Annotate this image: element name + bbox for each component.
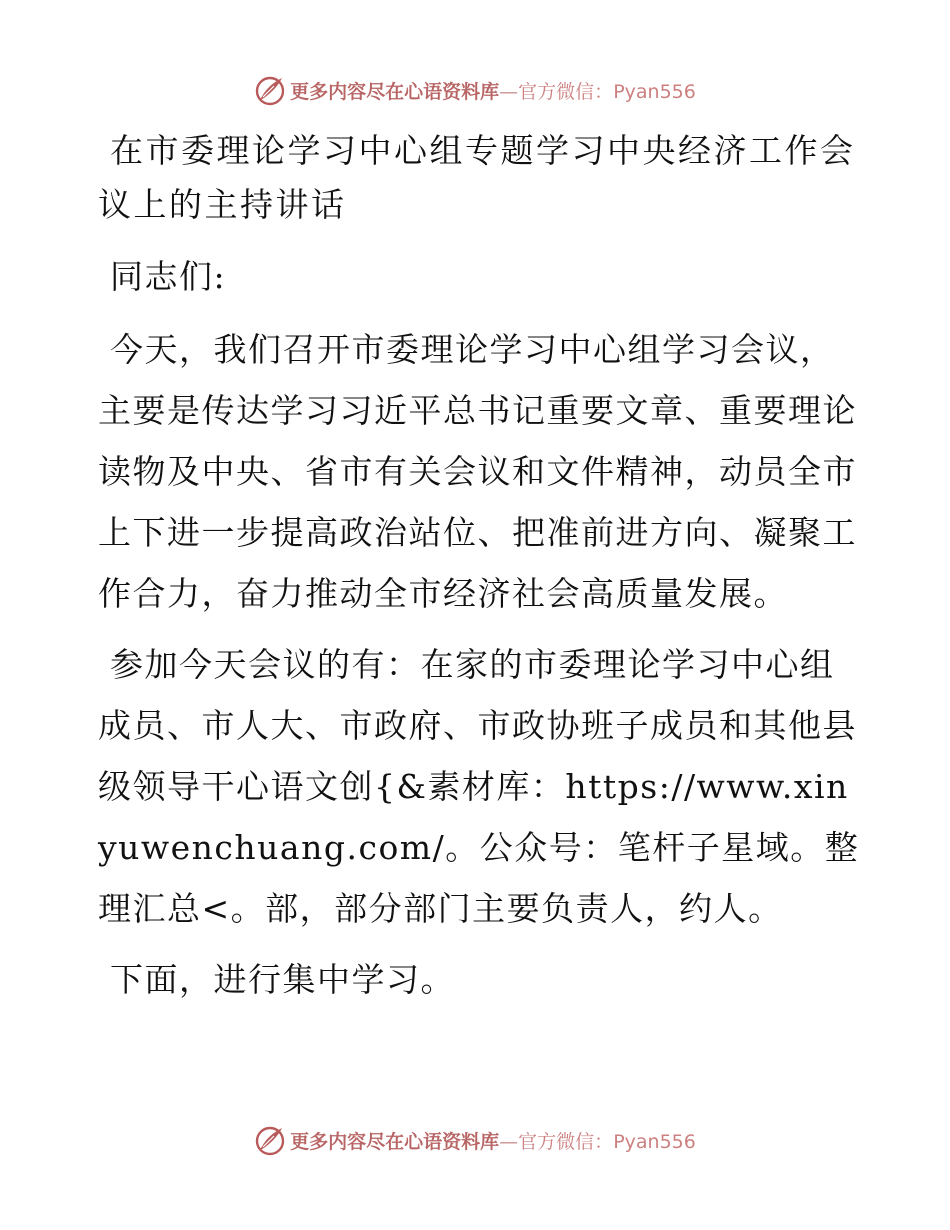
document-title: 在市委理论学习中心组专题学习中央经济工作会议上的主持讲话 [98, 131, 856, 224]
banner-text [290, 77, 696, 104]
header-banner [0, 70, 950, 110]
feather-quill-logo-icon [254, 1124, 286, 1156]
feather-quill-logo-icon [254, 74, 286, 106]
document-body [98, 120, 868, 1020]
banner-wechat-id: Pyan556 [613, 80, 696, 103]
footer-banner [0, 1120, 950, 1160]
banner-separator: — [499, 80, 519, 103]
paragraph-opening: 今天，我们召开市委理论学习中心组学习会议，主要是传达学习习近平总书记重要文章、重要理论读物及中央、省市有关会议和文件精神，动员全市上下进一步提高政治站位、把准前进方向、凝聚工作合力，奋力推动全市经济社会高质量发展。 [98, 330, 857, 613]
banner-text [290, 1127, 696, 1154]
banner-wechat-label: 官方微信： [518, 80, 614, 103]
banner-main-text: 更多内容尽在心语资料库 [290, 1130, 500, 1153]
banner-wechat-id: Pyan556 [613, 1130, 696, 1153]
greeting: 同志们: [110, 257, 227, 296]
paragraph-next: 下面，进行集中学习。 [110, 960, 455, 999]
banner-wechat-label: 官方微信： [518, 1130, 614, 1153]
banner-separator: — [499, 1130, 519, 1153]
banner-main-text: 更多内容尽在心语资料库 [290, 80, 500, 103]
paragraph-attendees: 参加今天会议的有：在家的市委理论学习中心组成员、市人大、市政府、市政协班子成员和其他县级领导干心语文创{&素材库：https://www.xinyuwenchuang.com/。公众号：笔杆子星域。整理汇总<。部，部分部门主要负责人，约人。 [98, 645, 860, 928]
